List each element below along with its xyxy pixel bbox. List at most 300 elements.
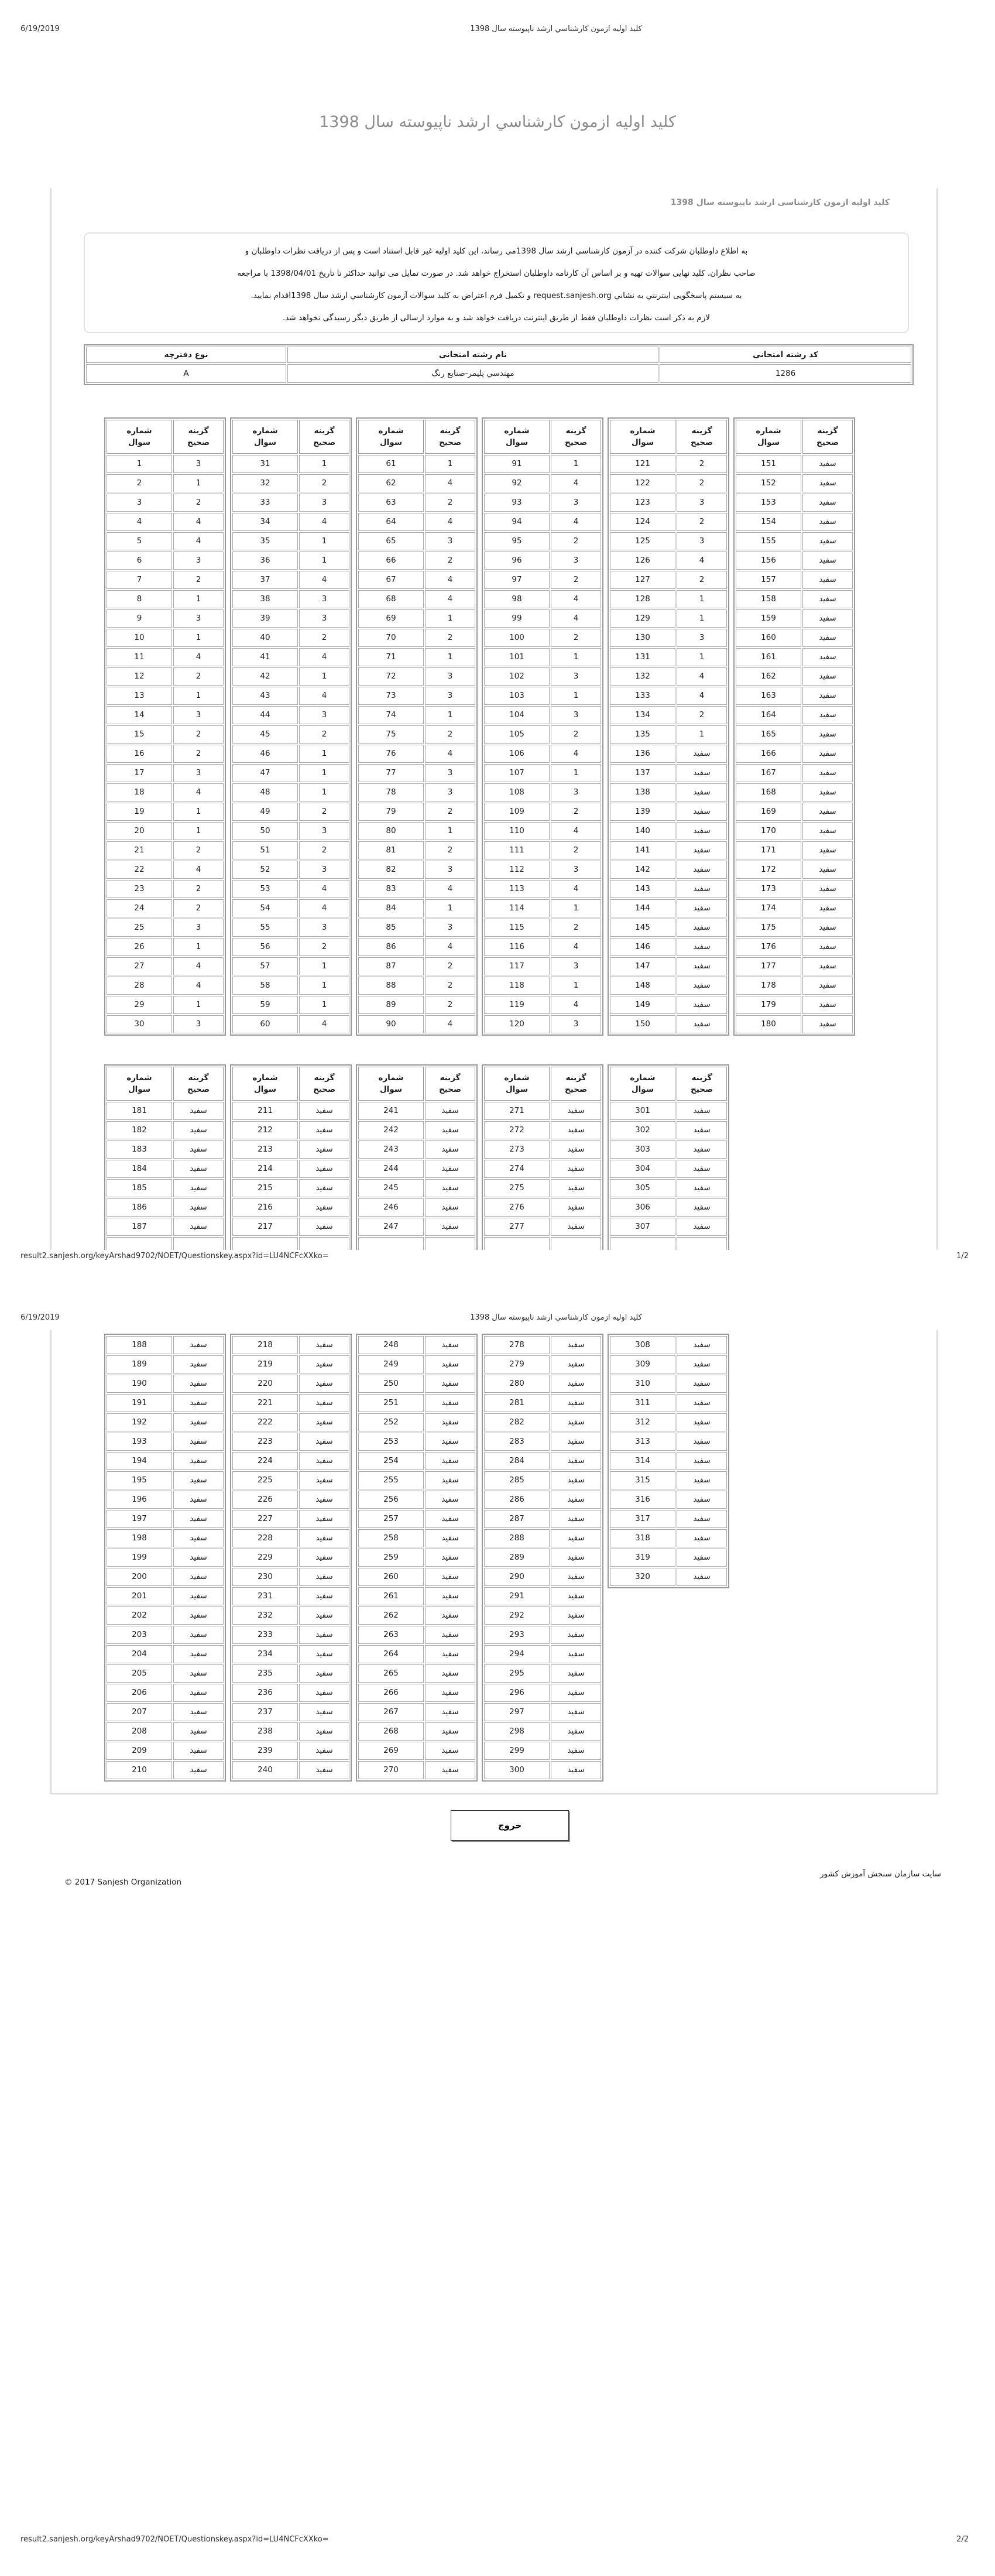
correct-option: سفید (299, 1179, 349, 1197)
answer-key-row (232, 1568, 349, 1586)
correct-option: 2 (299, 725, 349, 744)
question-number: 276 (484, 1198, 550, 1217)
correct-option: 2 (173, 571, 224, 589)
correct-option: سفید (802, 938, 853, 956)
correct-option: سفید (677, 919, 727, 937)
correct-option: 2 (173, 725, 224, 744)
correct-option: 2 (425, 551, 475, 570)
correct-option: سفید (173, 1684, 224, 1702)
correct-option: سفید (551, 1722, 601, 1741)
correct-option: سفید (802, 861, 853, 879)
correct-option: 3 (677, 629, 727, 647)
correct-option: 3 (677, 532, 727, 550)
answer-key-row (107, 706, 224, 724)
question-number: 163 (736, 687, 801, 705)
correct-option: سفید (802, 1015, 853, 1033)
correct-option: سفید (425, 1179, 475, 1197)
answer-key-row (358, 609, 475, 628)
correct-option: سفید (802, 880, 853, 898)
correct-option: سفید (551, 1140, 601, 1159)
question-number: 136 (610, 745, 675, 763)
answer-key-row (736, 551, 853, 570)
question-number: 177 (736, 957, 801, 975)
answer-key-row (736, 629, 853, 647)
answer-key-row (484, 1684, 601, 1702)
answer-key-row (107, 1742, 224, 1760)
answer-key-row (610, 803, 727, 821)
question-number: 208 (107, 1722, 172, 1741)
answer-key-row (232, 1626, 349, 1644)
question-number: 129 (610, 609, 675, 628)
question-number: 299 (484, 1742, 550, 1760)
answer-key-row (484, 1198, 601, 1217)
answer-key-row (736, 532, 853, 550)
correct-option-header: گزینه صحیح (425, 1067, 475, 1101)
question-number: 244 (358, 1160, 424, 1178)
answer-key-row (358, 1160, 475, 1178)
question-number: 220 (232, 1375, 298, 1393)
correct-option: 1 (551, 455, 601, 473)
notice-line: لازم به ذکر است نظرات داوطلبان فقط از طریق اینترنت دریافت خواهد شد و به موارد ارسالی از طریق دیگر رسیدگی نخواهد شد. (283, 313, 710, 323)
question-number: 39 (232, 609, 298, 628)
question-number: 83 (358, 880, 424, 898)
question-number: 154 (736, 513, 801, 531)
correct-option: سفید (173, 1413, 224, 1431)
question-number: 231 (232, 1587, 298, 1605)
correct-option: سفید (551, 1703, 601, 1721)
question-number: 176 (736, 938, 801, 956)
correct-option: 1 (551, 764, 601, 782)
answer-key-row (107, 938, 224, 956)
answer-key-row (232, 494, 349, 512)
question-number: 112 (484, 861, 550, 879)
answer-key-row (736, 919, 853, 937)
answer-key-row (107, 1722, 224, 1741)
question-number: 21 (107, 841, 172, 859)
answer-key-row (484, 1218, 601, 1236)
answer-key-row (610, 1433, 727, 1451)
question-number: 116 (484, 938, 550, 956)
correct-option: 3 (173, 551, 224, 570)
correct-option: 3 (173, 1015, 224, 1033)
question-number: 253 (358, 1433, 424, 1451)
question-number: 275 (484, 1179, 550, 1197)
answer-key-row (232, 1179, 349, 1197)
answer-key-row (484, 687, 601, 705)
question-number: 160 (736, 629, 801, 647)
question-number: 28 (107, 977, 172, 995)
correct-option: سفید (173, 1102, 224, 1120)
answer-key-row (610, 1121, 727, 1139)
question-number: 204 (107, 1645, 172, 1663)
answer-key-row (610, 1355, 727, 1373)
answer-key-row (358, 1413, 475, 1431)
question-number: 128 (610, 590, 675, 608)
correct-option: سفید (425, 1198, 475, 1217)
question-number: 104 (484, 706, 550, 724)
correct-option-header: گزینه صحیح (551, 420, 601, 454)
answer-key-row (107, 687, 224, 705)
correct-option: سفید (677, 957, 727, 975)
question-number: 190 (107, 1375, 172, 1393)
answer-key-row (232, 1549, 349, 1567)
question-number: 268 (358, 1722, 424, 1741)
question-number: 63 (358, 494, 424, 512)
question-number: 173 (736, 880, 801, 898)
answer-key-row (358, 455, 475, 473)
answer-key-row (232, 1703, 349, 1721)
correct-option: سفید (802, 455, 853, 473)
answer-key-row (107, 551, 224, 570)
correct-option: سفید (299, 1375, 349, 1393)
answer-key-row (610, 648, 727, 666)
answer-key-row (484, 551, 601, 570)
question-number: 314 (610, 1452, 675, 1470)
answer-key-row (610, 861, 727, 879)
question-number: 72 (358, 667, 424, 686)
answer-key-row (736, 513, 853, 531)
correct-option-header: گزینه صحیح (299, 1067, 349, 1101)
question-number: 254 (358, 1452, 424, 1470)
correct-option: سفید (173, 1140, 224, 1159)
question-number: 186 (107, 1198, 172, 1217)
question-number: 221 (232, 1394, 298, 1412)
answer-key-table (608, 1334, 729, 1588)
question-number: 14 (107, 706, 172, 724)
question-number: 215 (232, 1179, 298, 1197)
correct-option: 3 (551, 667, 601, 686)
answer-key-row (484, 706, 601, 724)
answer-key-row (358, 1742, 475, 1760)
correct-option: 1 (173, 938, 224, 956)
answer-key-row (484, 1761, 601, 1779)
question-number: 246 (358, 1198, 424, 1217)
correct-option: 3 (551, 783, 601, 801)
question-number: 238 (232, 1722, 298, 1741)
answer-key-row (484, 571, 601, 589)
question-number: 259 (358, 1549, 424, 1567)
answer-key-row (358, 1452, 475, 1470)
question-number: 263 (358, 1626, 424, 1644)
answer-key-row (358, 1606, 475, 1625)
correct-option: سفید (802, 803, 853, 821)
answer-key-row (610, 745, 727, 763)
correct-option-header: گزینه صحیح (425, 420, 475, 454)
correct-option: 2 (425, 996, 475, 1014)
question-number: 88 (358, 977, 424, 995)
answer-key-row (736, 841, 853, 859)
answer-key-row (736, 996, 853, 1014)
question-number: 85 (358, 919, 424, 937)
correct-option: 4 (551, 996, 601, 1014)
question-number: 8 (107, 590, 172, 608)
answer-key-row (107, 1140, 224, 1159)
correct-option: 2 (551, 571, 601, 589)
question-number: 111 (484, 841, 550, 859)
print-footer-url: result2.sanjesh.org/keyArshad9702/NOET/Questionskey.aspx?id=LU4NCFcXXko= (20, 2535, 329, 2544)
correct-option: سفید (299, 1394, 349, 1412)
correct-option: سفید (173, 1703, 224, 1721)
answer-key-row (232, 590, 349, 608)
correct-option: سفید (677, 1510, 727, 1528)
answer-key-table (482, 1064, 603, 1250)
correct-option: 4 (299, 1015, 349, 1033)
answer-key-row (484, 1452, 601, 1470)
correct-option: سفید (425, 1510, 475, 1528)
correct-option: سفید (425, 1336, 475, 1354)
correct-option: سفید (551, 1471, 601, 1489)
answer-key-row (107, 629, 224, 647)
answer-key-row (610, 957, 727, 975)
answer-key-row (484, 919, 601, 937)
question-number: 65 (358, 532, 424, 550)
correct-option: 4 (425, 880, 475, 898)
answer-key-row (107, 1121, 224, 1139)
question-number: 79 (358, 803, 424, 821)
site-label: سایت سازمان سنجش آموزش کشور (819, 1869, 941, 1879)
correct-option: 2 (677, 513, 727, 531)
correct-option-header: گزینه صحیح (802, 420, 853, 454)
question-number: 17 (107, 764, 172, 782)
question-number: 103 (484, 687, 550, 705)
correct-option: سفید (299, 1198, 349, 1217)
correct-option: سفید (551, 1218, 601, 1236)
question-number: 41 (232, 648, 298, 666)
answer-key-row (107, 1102, 224, 1120)
correct-option-header: گزینه صحیح (173, 1067, 224, 1101)
correct-option: 4 (551, 880, 601, 898)
question-number: 55 (232, 919, 298, 937)
answer-key-table (482, 417, 603, 1036)
answer-key-row (358, 1121, 475, 1139)
correct-option: 4 (677, 551, 727, 570)
question-number: 143 (610, 880, 675, 898)
print-header-title: کلید اولیه ازمون کارشناسي ارشد ناپیوسته سال 1398 (470, 25, 642, 33)
correct-option: سفید (173, 1626, 224, 1644)
answer-key-row (232, 1471, 349, 1489)
answer-key-row (484, 590, 601, 608)
answer-key-row (107, 667, 224, 686)
question-number: 70 (358, 629, 424, 647)
answer-key-row (610, 1452, 727, 1470)
question-number: 9 (107, 609, 172, 628)
correct-option: 2 (299, 938, 349, 956)
correct-option: سفید (299, 1140, 349, 1159)
question-number: 64 (358, 513, 424, 531)
answer-key-row (484, 609, 601, 628)
answer-key-row (358, 571, 475, 589)
answer-key-row (484, 1015, 601, 1033)
correct-option: 2 (677, 571, 727, 589)
question-number: 290 (484, 1568, 550, 1586)
question-number: 81 (358, 841, 424, 859)
correct-option: 3 (551, 1015, 601, 1033)
answer-key-row (232, 1761, 349, 1779)
correct-option: 3 (173, 706, 224, 724)
correct-option: سفید (551, 1355, 601, 1373)
correct-option: سفید (802, 551, 853, 570)
question-number: 169 (736, 803, 801, 821)
answer-key-row (358, 861, 475, 879)
question-number: 175 (736, 919, 801, 937)
question-number: 40 (232, 629, 298, 647)
answer-key-row (232, 1684, 349, 1702)
answer-key-row (358, 1645, 475, 1663)
answer-key-row (107, 1198, 224, 1217)
question-number: 22 (107, 861, 172, 879)
correct-option (425, 1237, 475, 1250)
correct-option: 3 (551, 494, 601, 512)
answer-key-row (358, 1722, 475, 1741)
answer-key-row (107, 1394, 224, 1412)
notice-line: صاحب نظران، کلید نهایی سوالات تهیه و بر اساس آن کارنامه داوطلبان استخراج خواهد شد. در صورت تمایل می توانید حداکثر تا تاریخ 1398/04/01 با مراجعه (237, 269, 756, 278)
question-number: 161 (736, 648, 801, 666)
answer-key-row (107, 977, 224, 995)
question-number: 32 (232, 474, 298, 492)
answer-key-row (610, 1529, 727, 1547)
question-number-header: شماره سوال (358, 1067, 424, 1101)
answer-key-row (610, 1140, 727, 1159)
correct-option: 1 (173, 629, 224, 647)
correct-option: سفید (425, 1722, 475, 1741)
answer-key-row (232, 687, 349, 705)
question-number: 308 (610, 1336, 675, 1354)
correct-option: 3 (299, 861, 349, 879)
question-number: 92 (484, 474, 550, 492)
question-number: 316 (610, 1491, 675, 1509)
answer-key-row (107, 1568, 224, 1586)
correct-option: 2 (677, 474, 727, 492)
question-number: 35 (232, 532, 298, 550)
question-number: 222 (232, 1413, 298, 1431)
question-number: 264 (358, 1645, 424, 1663)
answer-key-row (484, 1722, 601, 1741)
answer-key-row (107, 1703, 224, 1721)
answer-key-header-row (107, 1067, 224, 1101)
question-number: 180 (736, 1015, 801, 1033)
correct-option: 4 (425, 513, 475, 531)
question-number: 198 (107, 1529, 172, 1547)
question-number: 278 (484, 1336, 550, 1354)
answer-key-row (484, 629, 601, 647)
correct-option: سفید (677, 1179, 727, 1197)
correct-option: 1 (173, 822, 224, 840)
question-number-header: شماره سوال (107, 420, 172, 454)
correct-option: 4 (173, 513, 224, 531)
question-number-header: شماره سوال (736, 420, 801, 454)
answer-key-row (232, 1218, 349, 1236)
answer-key-row (610, 880, 727, 898)
correct-option: 2 (677, 706, 727, 724)
question-number: 10 (107, 629, 172, 647)
correct-option: سفید (299, 1102, 349, 1120)
question-number: 243 (358, 1140, 424, 1159)
correct-option: سفید (299, 1645, 349, 1663)
question-number: 168 (736, 783, 801, 801)
correct-option: سفید (802, 919, 853, 937)
question-number: 144 (610, 899, 675, 917)
notice-line: به اطلاع داوطلبان شرکت کننده در آزمون کارشناسی ارشد سال 1398می رساند، این کلید اولیه غیر قابل استناد است و پس از دریافت نظرات داوطلبان و (245, 246, 748, 256)
question-number: 127 (610, 571, 675, 589)
question-number: 75 (358, 725, 424, 744)
answer-key-row (232, 977, 349, 995)
answer-key-row (358, 1587, 475, 1605)
answer-key-row (610, 532, 727, 550)
booklet-type-header: نوع دفترچه (86, 347, 286, 363)
correct-option: سفید (173, 1587, 224, 1605)
question-number: 178 (736, 977, 801, 995)
question-number: 7 (107, 571, 172, 589)
answer-key-tables-q1-180 (104, 417, 855, 1036)
correct-option: 1 (299, 957, 349, 975)
answer-key-row (736, 783, 853, 801)
question-number: 312 (610, 1413, 675, 1431)
question-number: 228 (232, 1529, 298, 1547)
answer-key-row (610, 1179, 727, 1197)
question-number: 294 (484, 1645, 550, 1663)
answer-key-row (484, 667, 601, 686)
answer-key-row (484, 841, 601, 859)
correct-option: 1 (551, 648, 601, 666)
question-number: 157 (736, 571, 801, 589)
correct-option: 4 (299, 880, 349, 898)
correct-option: سفید (173, 1433, 224, 1451)
answer-key-row (484, 996, 601, 1014)
answer-key-row (358, 1015, 475, 1033)
question-number: 101 (484, 648, 550, 666)
correct-option: 1 (299, 977, 349, 995)
question-number: 310 (610, 1375, 675, 1393)
question-number: 53 (232, 880, 298, 898)
correct-option: 3 (425, 919, 475, 937)
answer-key-table (104, 1334, 226, 1782)
correct-option: سفید (299, 1471, 349, 1489)
answer-key-row (232, 1587, 349, 1605)
correct-option: 4 (425, 474, 475, 492)
answer-key-row (736, 571, 853, 589)
correct-option: 1 (299, 745, 349, 763)
answer-key-row (232, 648, 349, 666)
correct-option: 1 (425, 899, 475, 917)
correct-option: سفید (173, 1394, 224, 1412)
answer-key-row (610, 841, 727, 859)
answer-key-row (232, 1645, 349, 1663)
answer-key-row (358, 1761, 475, 1779)
answer-key-row (358, 1529, 475, 1547)
question-number: 270 (358, 1761, 424, 1779)
correct-option: سفید (677, 1336, 727, 1354)
answer-key-row (232, 1121, 349, 1139)
correct-option: سفید (677, 1160, 727, 1178)
answer-key-row (484, 1703, 601, 1721)
exit-button[interactable]: خروج (451, 1810, 569, 1841)
correct-option: سفید (677, 1218, 727, 1236)
answer-key-row (107, 1471, 224, 1489)
answer-key-table (104, 1064, 226, 1250)
answer-key-row (736, 822, 853, 840)
correct-option: سفید (551, 1761, 601, 1779)
question-number: 67 (358, 571, 424, 589)
answer-key-row-clipped (610, 1237, 727, 1250)
answer-key-row (358, 474, 475, 492)
correct-option: 2 (425, 629, 475, 647)
question-number: 130 (610, 629, 675, 647)
correct-option: 3 (299, 822, 349, 840)
answer-key-row (358, 532, 475, 550)
question-number: 125 (610, 532, 675, 550)
answer-key-table (230, 1334, 352, 1782)
answer-key-row (232, 1140, 349, 1159)
